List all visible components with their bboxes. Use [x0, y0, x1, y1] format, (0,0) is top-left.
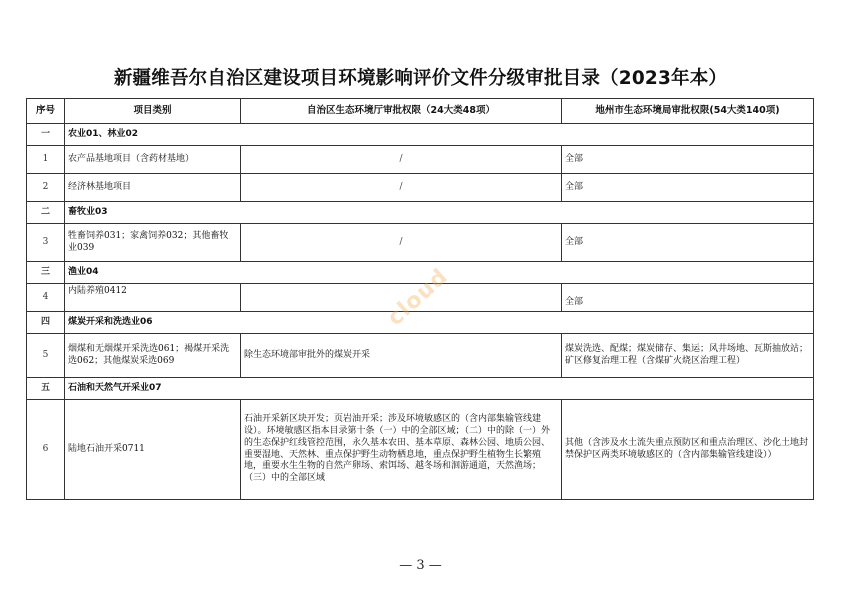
section-row: [27, 378, 814, 400]
table-header-row: [27, 99, 814, 124]
row-category: 经济林基地项目: [65, 174, 241, 202]
section-number: 一: [27, 124, 65, 146]
row-prefecture-authority: 煤炭洗选、配煤；煤炭储存、集运；风井场地、瓦斯抽放站；矿区修复治理工程（含煤矿火烧区治理工程）: [562, 334, 814, 378]
row-region-authority: /: [241, 146, 562, 174]
section-label: 渔业04: [65, 262, 814, 284]
header-prefecture: 地州市生态环境局审批权限(54大类140项): [562, 99, 814, 124]
header-seq: 序号: [27, 99, 65, 124]
section-label: 农业01、林业02: [65, 124, 814, 146]
row-number: 4: [27, 284, 65, 312]
row-prefecture-authority: 其他（含涉及水土流失重点预防区和重点治理区、沙化土地封禁保护区两类环境敏感区的（含内部集输管线建设））: [562, 400, 814, 500]
row-prefecture-authority: 全部: [562, 224, 814, 262]
row-number: 5: [27, 334, 65, 378]
row-number: 2: [27, 174, 65, 202]
approval-catalog-table: [26, 98, 814, 500]
section-row: [27, 262, 814, 284]
section-number: 二: [27, 202, 65, 224]
section-row: [27, 124, 814, 146]
row-number: 1: [27, 146, 65, 174]
row-prefecture-authority: 全部: [562, 284, 814, 312]
row-region-authority: 除生态环境部审批外的煤炭开采: [241, 334, 562, 378]
row-region-authority: /: [241, 224, 562, 262]
header-region: 自治区生态环境厅审批权限（24大类48项）: [241, 99, 562, 124]
row-region-authority: /: [241, 174, 562, 202]
page-number: — 3 —: [399, 558, 442, 573]
section-number: 五: [27, 378, 65, 400]
section-number: 三: [27, 262, 65, 284]
row-prefecture-authority: 全部: [562, 174, 814, 202]
table-row: [27, 334, 814, 378]
cloud-watermark: cloud: [382, 264, 454, 331]
table-row: [27, 146, 814, 174]
row-category: 内陆养殖0412: [65, 284, 241, 312]
row-category: 农产品基地项目（含药材基地）: [65, 146, 241, 174]
table-row: [27, 174, 814, 202]
row-prefecture-authority: 全部: [562, 146, 814, 174]
table-row: [27, 284, 814, 312]
row-number: 6: [27, 400, 65, 500]
row-category: 陆地石油开采0711: [65, 400, 241, 500]
section-row: [27, 312, 814, 334]
section-number: 四: [27, 312, 65, 334]
header-category: 项目类别: [65, 99, 241, 124]
row-region-authority: 石油开采新区块开发；页岩油开采；涉及环境敏感区的（含内部集输管线建设）。环境敏感区指本目录第十条（一）中的全部区域；（二）中的除（一）外的生态保护红线管控范围，永久基本农田、基本草原、森林公园、地质公园、重要湿地、天然林、重点保护野生动物栖息地，重点保护野生植物生长繁殖地，重要水生生物的自然产卵场、索饵场、越冬场和洄游通道，天然渔场；（三）中的全部区域: [241, 400, 562, 500]
section-label: 畜牧业03: [65, 202, 814, 224]
row-number: 3: [27, 224, 65, 262]
row-category: 牲畜饲养031；家禽饲养032；其他畜牧业039: [65, 224, 241, 262]
section-label: 石油和天然气开采业07: [65, 378, 814, 400]
row-region-authority: [241, 284, 562, 312]
section-label: 煤炭开采和洗选业06: [65, 312, 814, 334]
section-row: [27, 202, 814, 224]
row-category: 烟煤和无烟煤开采洗选061；褐煤开采洗选062；其他煤炭采选069: [65, 334, 241, 378]
table-row: [27, 224, 814, 262]
table-row: [27, 400, 814, 500]
document-title: 新疆维吾尔自治区建设项目环境影响评价文件分级审批目录（2023年本）: [113, 68, 728, 89]
